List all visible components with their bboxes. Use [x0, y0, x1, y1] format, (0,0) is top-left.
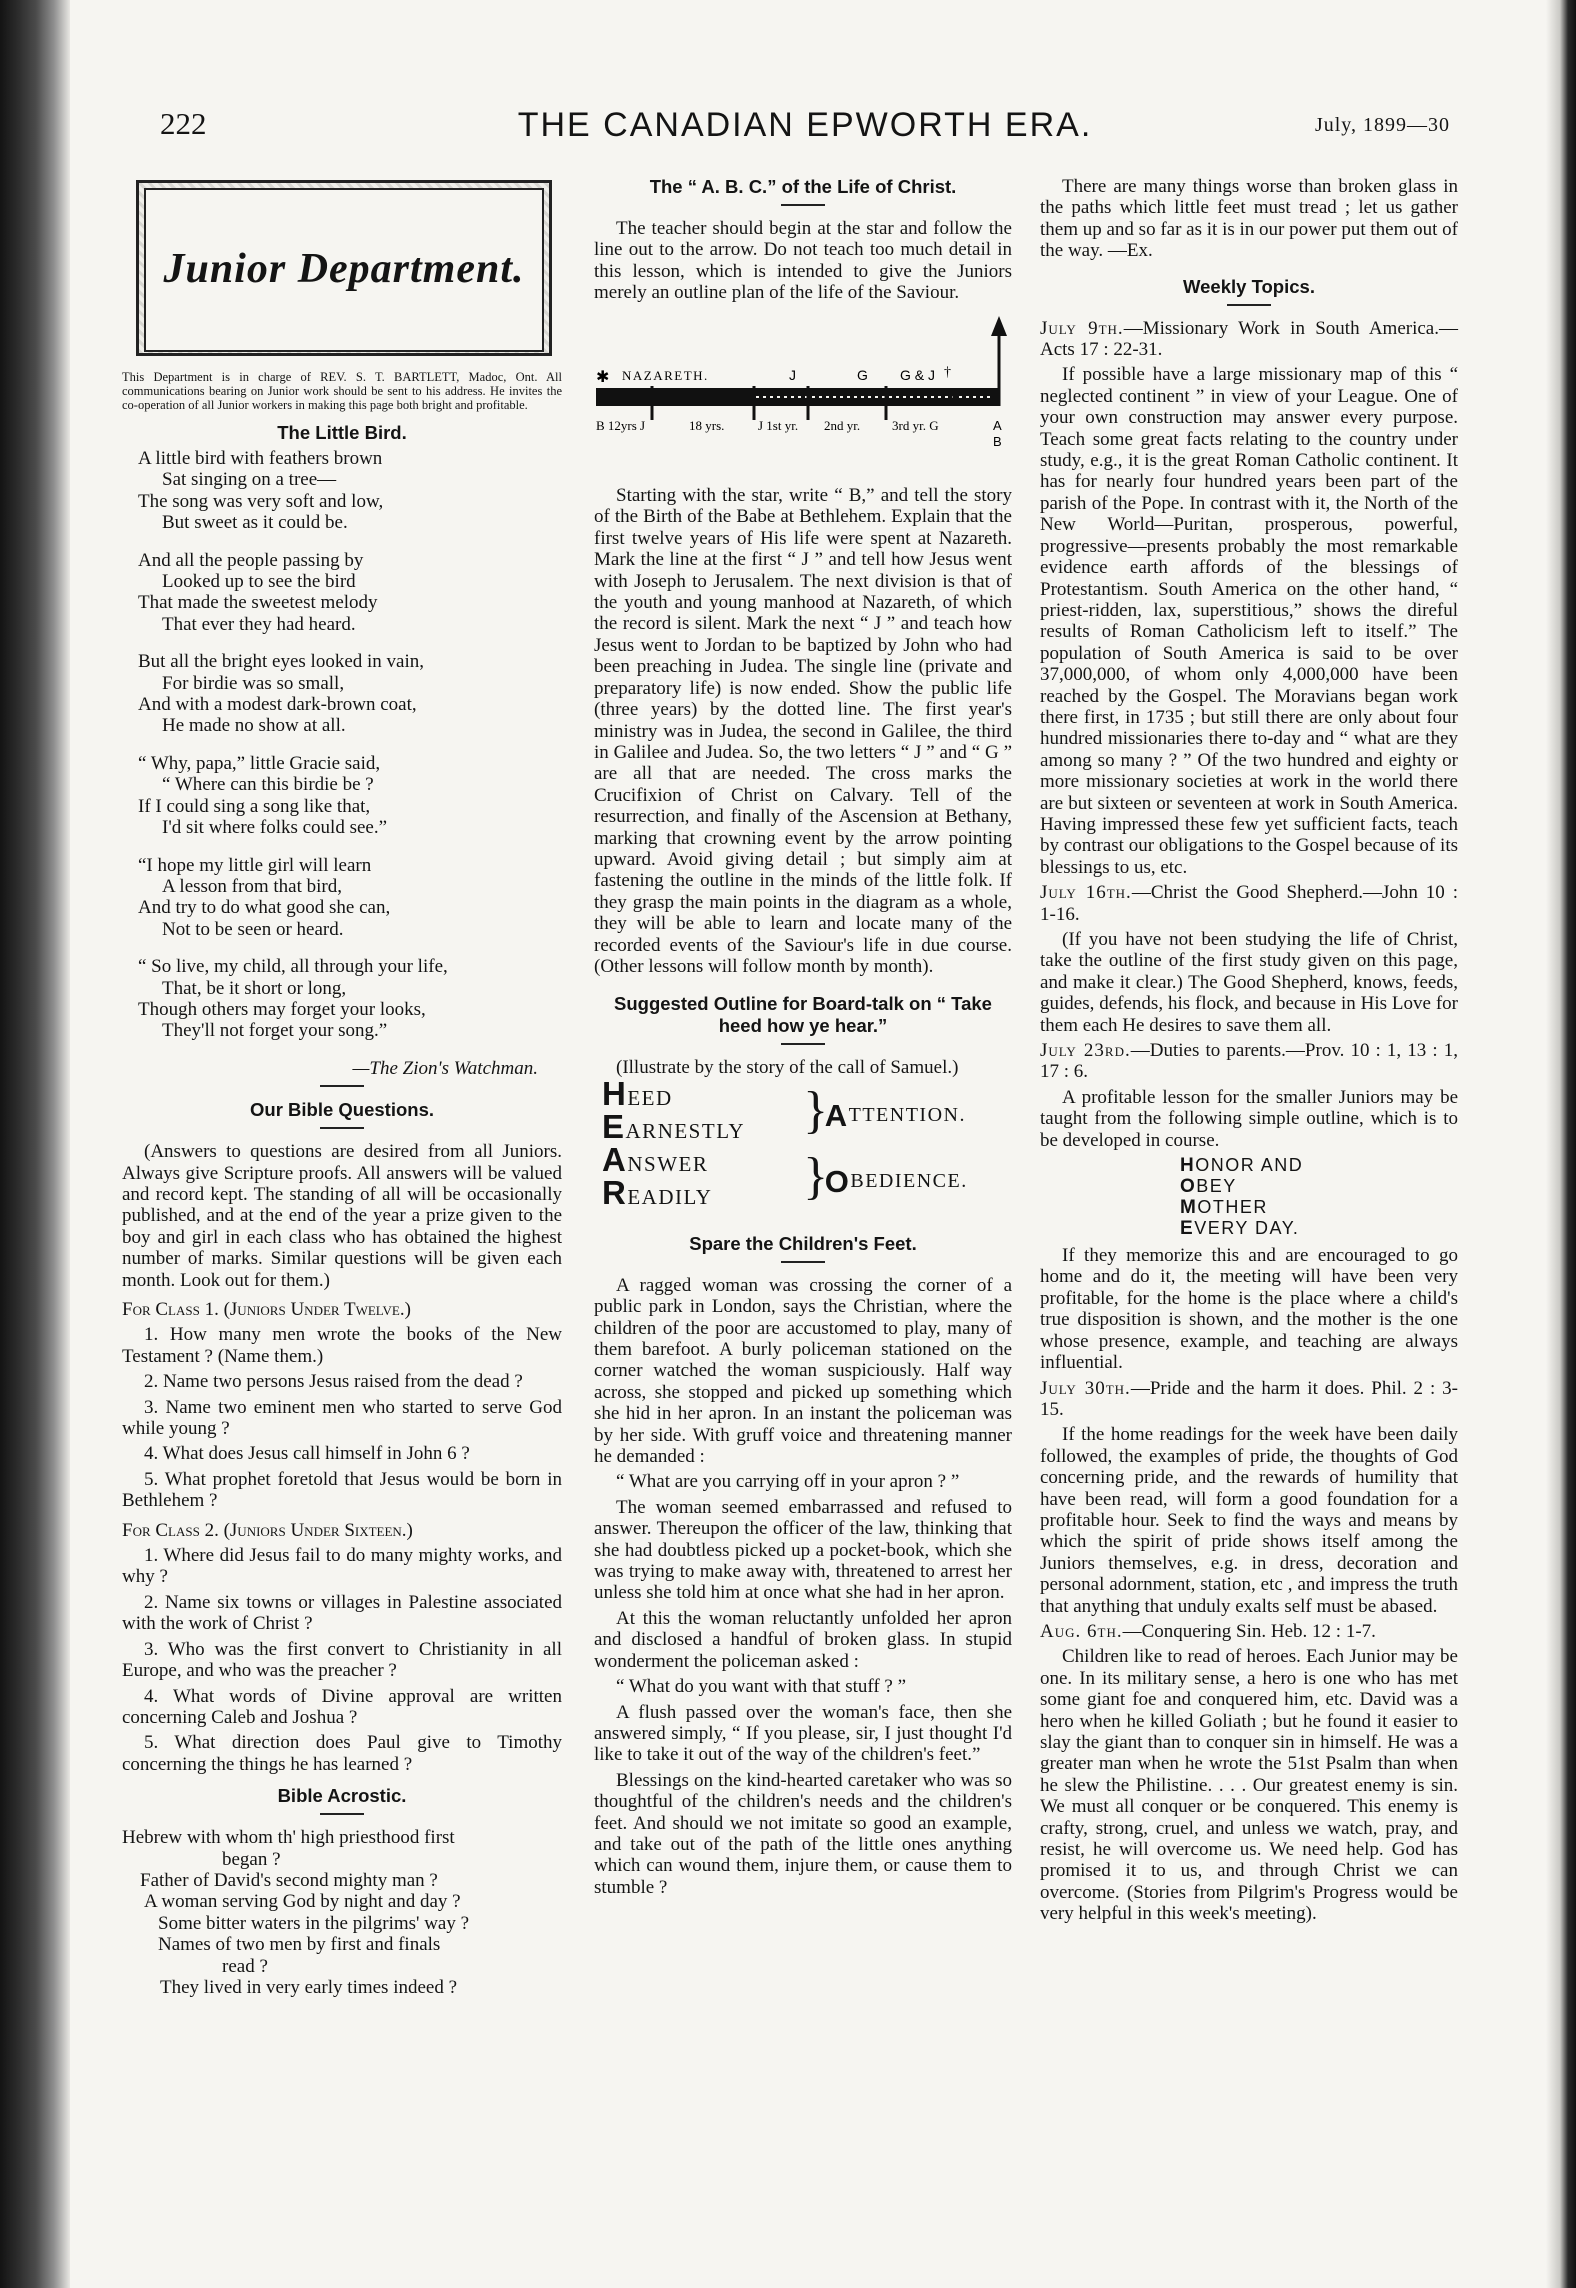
bible-question: 3. Who was the first convert to Christianity in all Europe, and who was the preacher ?	[122, 1638, 562, 1682]
topic-july-30: July 30th.—Pride and the harm it does. Phil. 2 : 3-15.	[1040, 1377, 1459, 1420]
divider	[320, 1813, 364, 1815]
board-talk-title: Suggested Outline for Board-talk on “ Take heed how ye hear.”	[614, 993, 992, 1037]
divider	[781, 1043, 825, 1045]
poem-line: But all the bright eyes looked in vain,	[138, 651, 425, 673]
junior-department-banner	[136, 180, 552, 356]
poem-line: That, be it short or long,	[162, 977, 347, 999]
topic-aug-6: Aug. 6th.—Conquering Sin. Heb. 12 : 1-7.	[1040, 1620, 1376, 1642]
acrostic-line: Hebrew with whom th' high priesthood first	[122, 1827, 455, 1849]
acrostic-line: Some bitter waters in the pilgrims' way ?	[158, 1912, 470, 1934]
diagram-label-18yrs: 18 yrs.	[689, 417, 725, 433]
bible-question: 4. What words of Divine approval are written concerning Caleb and Joshua ?	[122, 1685, 562, 1728]
board-word: HEED	[602, 1074, 673, 1112]
acrostic-lines	[122, 1827, 562, 1998]
class2-question-list	[122, 1545, 562, 1775]
honor-obey-acrostic: HONOR AND OBEY MOTHER EVERY DAY.	[1180, 1155, 1304, 1240]
abc-title: The “ A. B. C.” of the Life of Christ.	[649, 176, 957, 197]
life-of-christ-diagram	[594, 314, 1012, 470]
broken-glass-para: There are many things worse than broken glass in the paths which little feet must tread ; let us gather them up and so far as it is in our power put them out of the way. —Ex.	[1040, 176, 1458, 262]
topic-july-23: July 23rd.—Duties to parents.—Prov. 10 : 1, 13 : 1, 17 : 6.	[1040, 1040, 1459, 1083]
poem-line: And all the people passing by	[138, 549, 364, 571]
acrostic-line: began ?	[222, 1848, 281, 1870]
acrostic-line: Father of David's second mighty man ?	[140, 1869, 438, 1891]
poem-line: The song was very soft and low,	[138, 490, 384, 512]
acrostic-line: A woman serving God by night and day ?	[144, 1891, 461, 1913]
topic-july-16-body: (If you have not been studying the life of Christ, take the outline of the first study given on this page, and make it clear.) The Good Shepherd, knows, feeds, guides, defends, his flock, and because in His Love for them each He desires to save them all.	[1040, 929, 1458, 1036]
poem	[122, 448, 562, 1042]
banner-title: Junior Department.	[163, 246, 525, 293]
board-talk-intro: (Illustrate by the story of the call of Samuel.)	[616, 1057, 959, 1079]
ascension-arrow	[991, 316, 1007, 336]
poem-line: A lesson from that bird,	[162, 875, 342, 897]
poem-line: “ So live, my child, all through your life,	[138, 956, 448, 978]
class1-heading: For Class 1. (Juniors Under Twelve.)	[122, 1299, 411, 1320]
issue-date: July, 1899—30	[1314, 114, 1450, 136]
bible-question: 1. Where did Jesus fail to do many mighty works, and why ?	[122, 1545, 562, 1588]
bible-question: 3. Name two eminent men who started to serve God while young ?	[122, 1396, 562, 1440]
column-right	[1040, 176, 1458, 1929]
acrostic-line: Names of two men by first and finals	[158, 1934, 441, 1956]
poem-title: The Little Bird.	[277, 422, 407, 443]
questions-intro: (Answers to questions are desired from all Juniors. Always give Scripture proofs. All answers will be valued and record kept. The standing of all will be occasionally published, and at the end of the year a prize given to the boy and girl in each class who has obtained the highest number of marks. Similar questions will be given each month. Look out for them.)	[122, 1141, 562, 1291]
bible-question: 5. What prophet foretold that Jesus would be born in Bethlehem ?	[122, 1468, 562, 1512]
abc-intro: The teacher should begin at the star and follow the line out to the arrow. Do not teach too much detail in this lesson, which is intended to give the Juniors merely an outline plan of the life of the Saviour.	[594, 218, 1012, 304]
diagram-nazareth-label: NAZARETH.	[622, 367, 709, 383]
board-talk-outline	[602, 1074, 1012, 1223]
poem-line: “I hope my little girl will learn	[138, 854, 372, 876]
brace-icon: }	[803, 1147, 829, 1205]
topic-july-9-body: If possible have a large missionary map of this “ neglected continent ” in view of your League. One of your own construction may answer every purpose. Teach some great facts relating to the country under study, e.g., it is the great Roman Catholic continent. It has for nearly four hundred years been part of the parish of the Pope. In contrast with it, the North of the New World—Puritan, prosperous, powerful, progressive—presents probably the most remarkable evidence earth affords of the blessings of Protestantism. South America on the other hand, “ priest-ridden, lax, superstitious,” shows the direful results of Roman Catholicism left to itself.” The population of South America is said to be over 37,000,000, of whom only 4,000,000 have been reached by the Gospel. The Moravians began work there first, in 1735 ; but still there are only about four hundred missionaries there to-day and “ what are they among so many ? ” Of the two hundred and eighty or more missionary societies at work in the world there are but sixteen or seventeen at work in South America. Having impressed these few yet sufficient facts, teach by contrast our obligations to the Gospel because of its blessings to us, etc.	[1040, 364, 1458, 878]
topic-july-16: July 16th.—Christ the Good Shepherd.—John 10 : 1-16.	[1040, 882, 1458, 925]
article-paragraph: At this the woman reluctantly unfolded her apron and disclosed a handful of broken glass. In stupid wonderment the policeman asked :	[594, 1607, 1012, 1672]
diagram-label-12yrs: B 12yrs J	[596, 417, 646, 433]
article-paragraph: “ What do you want with that stuff ? ”	[616, 1676, 907, 1698]
diagram-star: ✱	[596, 368, 610, 386]
poem-line: “ Why, papa,” little Gracie said,	[138, 752, 381, 774]
feet-title: Spare the Children's Feet.	[689, 1232, 917, 1254]
diagram-label-a: A	[993, 417, 1002, 433]
board-result: A TTENTION.	[824, 1098, 966, 1134]
department-note: This Department is in charge of REV. S. T. BARTLETT, Madoc, Ont. All communications bearing on Junior work should be sent to his address. He invites the co-operation of all Junior workers in making this page both bright and profitable.	[122, 370, 562, 412]
bible-question: 2. Name six towns or villages in Palestine associated with the work of Christ ?	[122, 1591, 562, 1635]
poem-stanza	[138, 550, 562, 636]
poem-stanza	[138, 448, 562, 534]
divider	[320, 1085, 364, 1087]
poem-attribution: —The Zion's Watchman.	[352, 1057, 538, 1079]
diagram-label-b: B	[993, 433, 1002, 449]
poem-line: Sat singing on a tree—	[162, 469, 337, 491]
diagram-label-g: G	[857, 366, 868, 383]
page-number: 222	[160, 106, 207, 141]
book-binding-shadow	[0, 0, 70, 2288]
article-paragraph: A ragged woman was crossing the corner of a public park in London, says the Christian, where the children of the poor are accustomed to play, many of them barefoot. A burly policeman stationed on the corner watched the woman suspiciously. Half way across, she stopped and picked up something which she hid in her apron. In an instant the policeman was by her side. With gruff voice and threatening manner he demanded :	[594, 1274, 1012, 1468]
poem-line: That made the sweetest melody	[138, 592, 378, 614]
poem-line: That ever they had heard.	[162, 613, 356, 635]
bible-question: 2. Name two persons Jesus raised from the dead ?	[144, 1371, 523, 1393]
poem-line: They'll not forget your song.”	[162, 1020, 388, 1042]
diagram-label-j: J	[789, 366, 796, 383]
poem-line: Looked up to see the bird	[162, 571, 356, 593]
article-paragraph: The woman seemed embarrassed and refused to answer. Thereupon the officer of the law, thinking that she had doubtless picked up a pocket-book, which she was trying to make away with, threatened to arrest her unless she told him at once what she had in her apron.	[594, 1496, 1012, 1604]
poem-line: Not to be seen or heard.	[162, 918, 344, 940]
topic-july-30-body: If the home readings for the week have been daily followed, the examples of pride, the thoughts of God concerning pride, and the rewards of humility that have been read, will form a good foundation for a profitable hour. Seek to find the ways and means by which the spirit of pride shows itself among the Juniors themselves, e.g. in dress, decoration and personal adornment, station, etc , and impress the truth that anything that unduly exalts self must be abased.	[1040, 1424, 1458, 1617]
feet-article	[594, 1275, 1012, 1898]
bible-question: 1. How many men wrote the books of the New Testament ? (Name them.)	[122, 1324, 562, 1367]
bible-question: 5. What direction does Paul give to Timothy concerning the things he has learned ?	[122, 1732, 562, 1775]
abc-body: Starting with the star, write “ B,” and tell the story of the Birth of the Babe at Bethlehem. Explain that the first twelve years of His life were spent at Nazareth. Mark the line at the first “ J ” and tell how Jesus went with Joseph to Jerusalem. The next division is that of the youth and young manhood at Nazareth, of which the record is silent. Mark the next “ J ” and teach how Jesus went to Jordan to be baptized by John who had been preaching in Judea. The single line (private and preparatory life) is now ended. Show the public life (three years) by the dotted line. The first year's ministry was in Judea, the second in Galilee, the third in Galilee and Judea. So, the two letters “ J ” and “ G ” are all that are needed. The cross marks the Crucifixion of Christ on Calvary. Tell of the resurrection, and finally of the Ascension at Bethany, marking that crowning event by the arrow pointing upward. Avoid giving detail ; but simply aim at fastening the outline in the minds of the little folk. If they grasp the main points in the diagram as a whole, they will be able to learn and locate many of the recorded events of the Saviour's life in due course. (Other lessons will follow month by month).	[594, 485, 1012, 977]
poem-line: A little bird with feathers brown	[138, 448, 383, 469]
divider	[320, 1127, 364, 1129]
article-paragraph: A flush passed over the woman's face, then she answered simply, “ If you please, sir, I just thought I'd like to take it out of the way of the children's feet.”	[594, 1701, 1012, 1766]
poem-line: Though others may forget your looks,	[138, 998, 426, 1020]
weekly-topics-title: Weekly Topics.	[1183, 275, 1315, 297]
topic-july-9: July 9th.—Missionary Work in South America.—Acts 17 : 22-31.	[1040, 317, 1458, 361]
topic-july-23-body: A profitable lesson for the smaller Juniors may be taught from the following simple outline, which is to be developed in course.	[1040, 1086, 1458, 1151]
diagram-label-3rd-yr: 3rd yr. G	[892, 417, 939, 433]
acrostic-line: They lived in very early times indeed ?	[160, 1976, 458, 1998]
poem-line: But sweet as it could be.	[162, 512, 348, 534]
poem-stanza	[138, 651, 562, 737]
poem-line: For birdie was so small,	[162, 672, 345, 694]
poem-stanza	[138, 753, 562, 839]
page-header	[160, 106, 1450, 156]
diagram-label-2nd-yr: 2nd yr.	[824, 417, 861, 433]
article-paragraph: “ What are you carrying off in your apron ? ”	[616, 1471, 960, 1493]
topic-aug-6-body: Children like to read of heroes. Each Junior may be one. In its military sense, a hero is one who has met some giant foe and conquered him, etc. David was a hero when he killed Goliath ; but he found it easier to slay the giant than to conquer sin in himself. He was a greater man when he wrote the 51st Psalm than when he slew the Philistine. . . . Our greatest enemy is sin. We must all conquer or be conquered. This enemy is crafty, strong, cruel, and unless we watch, pray, and resist, he will overcome us. We need help. God has promised it to us, and through Christ we can overcome. (Stories from Pilgrim's Progress would be very helpful in this week's meeting).	[1040, 1646, 1458, 1925]
class1-question-list	[122, 1324, 562, 1511]
divider	[1227, 304, 1271, 306]
poem-stanza	[138, 956, 562, 1042]
board-word: ANSWER	[602, 1140, 709, 1178]
poem-line: If I could sing a song like that,	[138, 795, 371, 817]
masthead: THE CANADIAN EPWORTH ERA.	[517, 106, 1093, 144]
page-edge-shadow	[1546, 0, 1576, 2288]
poem-line: And with a modest dark-brown coat,	[138, 694, 417, 716]
diagram-cross: †	[944, 364, 951, 380]
column-left	[122, 176, 562, 1998]
divider	[781, 1261, 825, 1263]
diagram-label-gj: G & J	[900, 366, 936, 383]
board-word: EARNESTLY	[602, 1107, 746, 1145]
board-result: O BEDIENCE.	[824, 1164, 968, 1200]
class2-heading: For Class 2. (Juniors Under Sixteen.)	[122, 1519, 413, 1541]
bible-question: 4. What does Jesus call himself in John 6 ?	[144, 1443, 470, 1465]
poem-line: And try to do what good she can,	[138, 897, 391, 919]
board-word: READILY	[602, 1173, 713, 1211]
poem-line: “ Where can this birdie be ?	[162, 774, 374, 796]
diagram-label-1st-yr: J 1st yr.	[758, 417, 799, 433]
acrostic-line: read ?	[222, 1955, 268, 1977]
brace-icon: }	[803, 1081, 829, 1139]
divider	[781, 204, 825, 206]
poem-line: I'd sit where folks could see.”	[162, 817, 388, 839]
topic-july-23-body-2: If they memorize this and are encouraged to go home and do it, the meeting will have been very profitable, for the home is the place where a child's true disposition is shown, and the mother is the one whose presence, example, and teaching are always influential.	[1040, 1245, 1458, 1374]
acrostic-title: Bible Acrostic.	[277, 1785, 407, 1807]
poem-line: He made no show at all.	[162, 715, 346, 737]
questions-title: Our Bible Questions.	[250, 1099, 434, 1121]
poem-stanza	[138, 855, 562, 941]
article-paragraph: Blessings on the kind-hearted caretaker who was so thoughtful of the children's needs and the children's feet. And should we not imitate so good an example, and take out of the path of the little ones anything which can wound them, injure them, or cause them to stumble ?	[594, 1769, 1012, 1898]
column-middle	[594, 176, 1012, 1902]
